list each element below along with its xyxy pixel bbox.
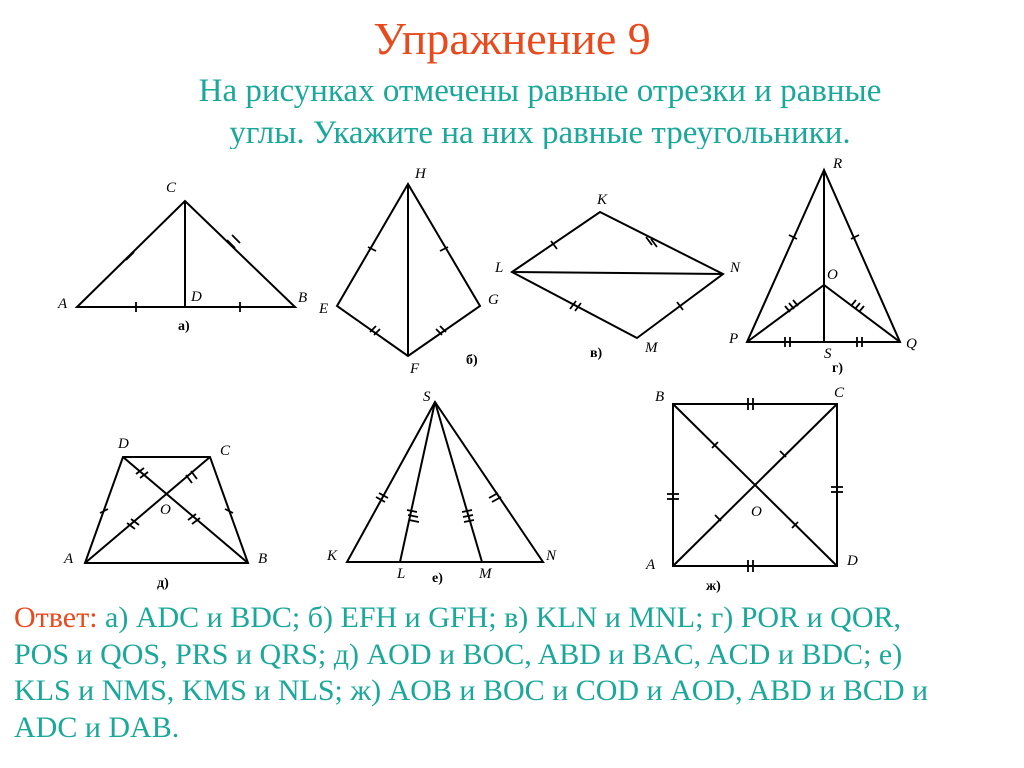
task-line-2: углы. Укажите на них равные треугольники. — [229, 115, 851, 150]
point-label-l: L — [397, 566, 406, 582]
figure-caption-v: в) — [590, 346, 603, 361]
figure-caption-d: д) — [157, 576, 169, 591]
figure-caption-a: а) — [178, 319, 190, 334]
point-label-d: D — [847, 553, 858, 569]
point-label-c: C — [220, 443, 231, 459]
figure-caption-b: б) — [466, 353, 478, 368]
figure-g — [728, 156, 917, 376]
point-label-s: S — [824, 346, 832, 362]
point-label-b: B — [655, 389, 665, 405]
point-label-g: G — [488, 292, 499, 308]
point-label-f: F — [410, 361, 420, 377]
answer-label: Ответ: — [14, 601, 98, 634]
figure-e — [326, 389, 557, 586]
point-label-n: N — [546, 548, 557, 564]
figure-zh — [645, 385, 858, 594]
point-label-m: M — [645, 340, 658, 356]
figure-caption-zh: ж) — [706, 579, 721, 594]
point-label-b: B — [298, 290, 308, 306]
point-label-d: D — [191, 289, 202, 305]
point-label-o: O — [751, 504, 762, 520]
point-label-a: A — [58, 296, 68, 312]
point-label-a: A — [646, 557, 656, 573]
figure-b — [318, 166, 499, 377]
point-label-k: K — [327, 548, 338, 564]
figure-caption-g: г) — [832, 361, 844, 376]
point-label-n: N — [730, 260, 741, 276]
point-label-m: M — [479, 566, 492, 582]
figure-a — [57, 180, 307, 334]
figure-caption-e: е) — [432, 571, 443, 586]
answer-block — [14, 600, 1014, 746]
answer-line-1: а) ADC и BDC; б) EFH и GFH; в) KLN и MNL; г) POR и QOR, — [105, 601, 901, 634]
answer-line-3: KLS и NMS, KMS и NLS; ж) AOB и BOC и COD и AOD, ABD и BCD и — [14, 674, 929, 708]
segment-sl — [400, 402, 435, 562]
point-label-p: P — [729, 331, 739, 347]
answer-line-4: ADC и DAB. — [14, 710, 180, 744]
segment-sm — [435, 402, 482, 562]
point-label-l: L — [495, 260, 504, 276]
point-label-q: Q — [906, 336, 917, 352]
figure-d — [63, 436, 267, 591]
segment-ln — [512, 272, 723, 274]
point-label-a: A — [64, 551, 74, 567]
figure-v — [494, 192, 741, 361]
point-label-e: E — [319, 301, 329, 317]
task-line-1: На рисунках отмечены равные отрезки и равные — [198, 73, 882, 109]
point-label-c: C — [166, 180, 177, 196]
point-label-h: H — [415, 166, 426, 182]
point-label-d: D — [118, 436, 129, 452]
triangle-ksn — [347, 402, 543, 562]
quadrilateral-lknm — [512, 212, 723, 338]
point-label-s: S — [423, 389, 431, 405]
point-label-o: O — [827, 267, 838, 283]
exercise-title: Упражнение 9 — [373, 13, 651, 64]
point-label-c: C — [834, 385, 845, 401]
point-label-o: O — [160, 502, 171, 518]
answer-line-2: POS и QOS, PRS и QRS; д) AOD и BOC, ABD и BAC, ACD и BDC; е) — [14, 637, 903, 671]
point-label-b: B — [258, 551, 268, 567]
point-label-k: K — [597, 192, 608, 208]
point-label-r: R — [833, 156, 843, 172]
